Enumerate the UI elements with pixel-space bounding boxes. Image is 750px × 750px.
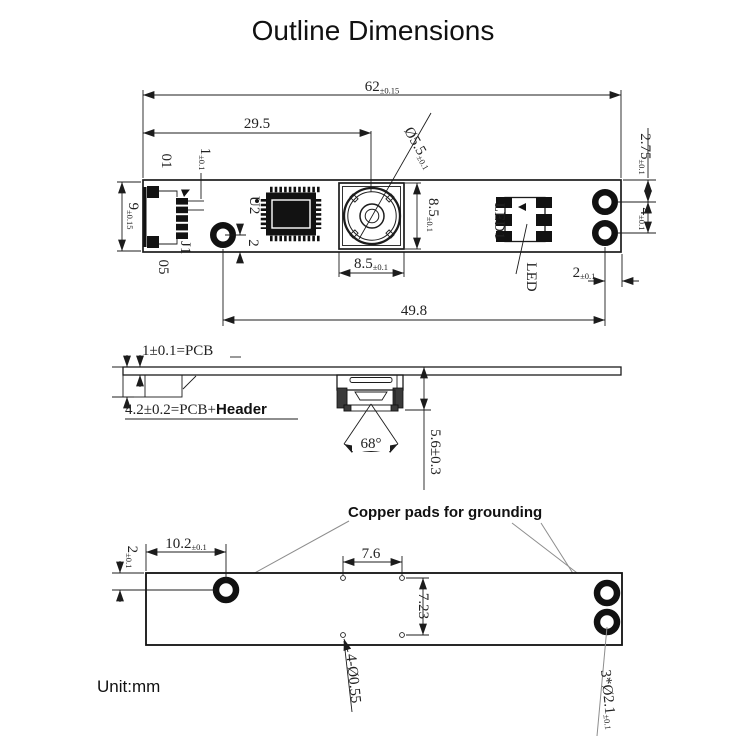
connector-pin bbox=[176, 215, 188, 222]
connector-bracket bbox=[159, 191, 177, 197]
pin1-marker bbox=[181, 190, 190, 198]
dim-cam-width: 8.5±0.1 bbox=[353, 256, 389, 272]
top-view bbox=[117, 79, 656, 326]
header-wedge bbox=[183, 376, 196, 389]
grounding-note: Copper pads for grounding bbox=[348, 504, 543, 521]
led-label: LED bbox=[523, 262, 539, 292]
connector-pin bbox=[176, 232, 188, 239]
dim-hole-to-edge: 2 bbox=[245, 239, 261, 247]
ref-led1: LED1 bbox=[491, 202, 507, 240]
ic-u2 bbox=[246, 190, 320, 239]
ic-body bbox=[266, 193, 316, 236]
small-holes-note: 4-Ø0.55 bbox=[342, 653, 364, 705]
dim-hole-spacing: 4±0.1 bbox=[637, 207, 653, 231]
dim-lens-diameter: Ø5.5±0.1 bbox=[400, 124, 431, 172]
ref-j1: J1 bbox=[177, 241, 193, 255]
led-component bbox=[491, 197, 552, 292]
fov-angle-label: 68° bbox=[360, 436, 382, 452]
lens-side-detail bbox=[355, 392, 387, 400]
connector-pad bbox=[147, 236, 159, 248]
camera-slot bbox=[350, 378, 392, 383]
lens-lip bbox=[344, 405, 398, 411]
bottom-view bbox=[112, 504, 622, 736]
grounding-pad-hole bbox=[597, 583, 617, 603]
header-side-profile bbox=[123, 375, 196, 397]
lens-lip-cap bbox=[391, 405, 398, 411]
led-pad bbox=[536, 231, 552, 242]
lens-tab bbox=[386, 230, 394, 238]
pcb-thickness-note: 1±0.1=PCB bbox=[142, 343, 214, 359]
camera-module bbox=[339, 183, 404, 249]
connector-pin bbox=[176, 207, 188, 214]
dim-board-height: 9±0.15 bbox=[125, 202, 141, 230]
connector-bracket bbox=[159, 237, 177, 244]
dim-hole-offset-y: 2±0.1 bbox=[124, 545, 140, 569]
ref-u2: U2 bbox=[246, 196, 262, 215]
grounding-pad-hole bbox=[216, 580, 236, 600]
connector-pad bbox=[147, 186, 159, 198]
unit-label: Unit:mm bbox=[97, 677, 161, 696]
lens-tab bbox=[350, 230, 358, 238]
led-pad bbox=[536, 214, 552, 226]
connector-pin bbox=[176, 198, 188, 205]
lens-tab bbox=[350, 194, 358, 202]
dim-hole-right-offset: 2±0.1 bbox=[572, 265, 596, 281]
dim-board-width: 62±0.15 bbox=[364, 79, 400, 96]
side-view bbox=[112, 343, 621, 490]
led-polarity-marker bbox=[518, 203, 526, 211]
dim-pin-pitch: 1±0.1 bbox=[197, 147, 213, 171]
leader-lens-diameter bbox=[359, 113, 431, 239]
dim-cam-height: 8.5±0.1 bbox=[425, 197, 441, 233]
dim-hole-offset-x: 10.2±0.1 bbox=[165, 536, 207, 552]
mounting-hole bbox=[595, 192, 615, 212]
pin5-label: 05 bbox=[155, 259, 171, 275]
header-body bbox=[123, 375, 182, 397]
mount-holes-note: 3*Ø2.1±0.1 bbox=[596, 668, 618, 731]
dim-hole-top-offset: 2.75±0.1 bbox=[637, 133, 653, 175]
camera-housing bbox=[339, 183, 404, 249]
dim-pads-spacing-x: 7.6 bbox=[361, 546, 381, 562]
dim-lens-height: 5.6±0.3 bbox=[427, 429, 443, 475]
pcb-side-profile bbox=[123, 367, 621, 375]
dim-pads-spacing-y: 7.23 bbox=[415, 592, 431, 620]
lens-lip-cap bbox=[344, 405, 351, 411]
lens-tab bbox=[386, 194, 394, 202]
led-pad bbox=[536, 197, 552, 208]
dim-hole-span: 49.8 bbox=[400, 303, 428, 319]
pin1-label: 01 bbox=[158, 153, 174, 169]
connector-pin bbox=[176, 224, 188, 231]
connector-j1 bbox=[145, 154, 193, 275]
dim-lens-offset: 29.5 bbox=[243, 116, 271, 132]
page-title: Outline Dimensions bbox=[251, 15, 495, 46]
total-thickness-note: 4.2±0.2=PCB+Header bbox=[125, 401, 267, 418]
mounting-hole bbox=[595, 223, 615, 243]
